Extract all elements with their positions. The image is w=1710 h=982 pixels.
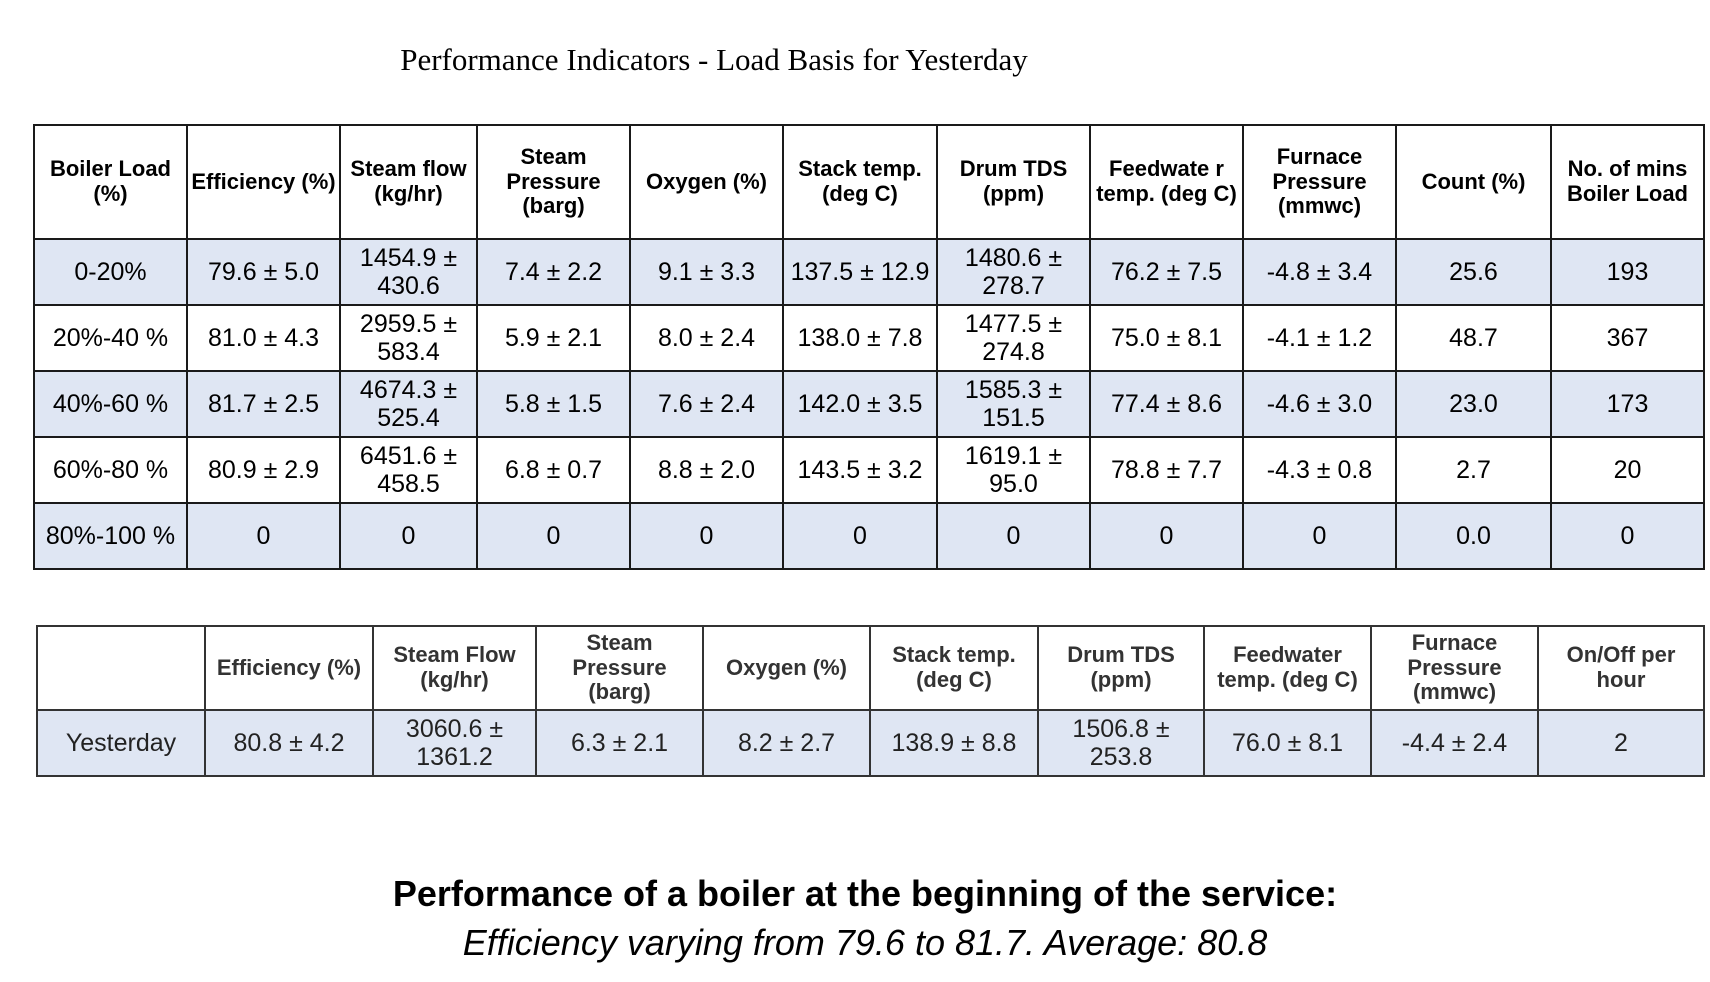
- table-cell: 75.0 ± 8.1: [1090, 305, 1243, 371]
- table-cell: 0: [630, 503, 783, 569]
- table-cell: 5.9 ± 2.1: [477, 305, 630, 371]
- table-cell: 173: [1551, 371, 1704, 437]
- header-cell: Count (%): [1396, 125, 1551, 239]
- table-cell: 137.5 ± 12.9: [783, 239, 937, 305]
- header-row: [37, 626, 1704, 710]
- table-cell: 6.8 ± 0.7: [477, 437, 630, 503]
- table-cell: 0: [187, 503, 340, 569]
- header-cell: Drum TDS (ppm): [937, 125, 1090, 239]
- page-title-text: Performance Indicators - Load Basis for Yesterday: [400, 42, 1028, 77]
- table-cell: 81.0 ± 4.3: [187, 305, 340, 371]
- table-row: [34, 503, 1704, 569]
- table-cell: 8.2 ± 2.7: [703, 710, 870, 776]
- table-cell: 5.8 ± 1.5: [477, 371, 630, 437]
- table-cell: 76.2 ± 7.5: [1090, 239, 1243, 305]
- table-cell: 138.0 ± 7.8: [783, 305, 937, 371]
- header-cell: Oxygen (%): [703, 626, 870, 710]
- header-cell: Drum TDS (ppm): [1038, 626, 1204, 710]
- table-row: [34, 437, 1704, 503]
- table-cell: 0: [477, 503, 630, 569]
- table-cell: 40%-60 %: [34, 371, 187, 437]
- table-cell: 1585.3 ± 151.5: [937, 371, 1090, 437]
- table-cell: 77.4 ± 8.6: [1090, 371, 1243, 437]
- table-cell: 2: [1538, 710, 1704, 776]
- yesterday-summary-table: [36, 625, 1705, 777]
- header-cell: Furnace Pressure (mmwc): [1371, 626, 1538, 710]
- table-cell: 1619.1 ± 95.0: [937, 437, 1090, 503]
- load-basis-table: [33, 124, 1705, 570]
- table-cell: 143.5 ± 3.2: [783, 437, 937, 503]
- table-cell: -4.8 ± 3.4: [1243, 239, 1396, 305]
- header-cell: No. of mins Boiler Load: [1551, 125, 1704, 239]
- table-cell: -4.4 ± 2.4: [1371, 710, 1538, 776]
- table-cell: 0: [783, 503, 937, 569]
- table-cell: 6451.6 ± 458.5: [340, 437, 477, 503]
- table-cell: -4.6 ± 3.0: [1243, 371, 1396, 437]
- table-cell: 25.6: [1396, 239, 1551, 305]
- table-cell: 0.0: [1396, 503, 1551, 569]
- table-cell: 6.3 ± 2.1: [536, 710, 703, 776]
- table-cell: 3060.6 ± 1361.2: [373, 710, 536, 776]
- table-cell: 193: [1551, 239, 1704, 305]
- table-cell: 0: [1243, 503, 1396, 569]
- table-cell: 1506.8 ± 253.8: [1038, 710, 1204, 776]
- table-cell: 4674.3 ± 525.4: [340, 371, 477, 437]
- table-cell: 80.8 ± 4.2: [205, 710, 373, 776]
- table-cell: 60%-80 %: [34, 437, 187, 503]
- header-cell: Stack temp. (deg C): [870, 626, 1038, 710]
- header-cell: Furnace Pressure (mmwc): [1243, 125, 1396, 239]
- table-row: [34, 305, 1704, 371]
- header-cell: Feedwate r temp. (deg C): [1090, 125, 1243, 239]
- table-cell: Yesterday: [37, 710, 205, 776]
- page-title: [0, 42, 1560, 78]
- header-cell: Oxygen (%): [630, 125, 783, 239]
- caption-title: Performance of a boiler at the beginning of the service:: [392, 873, 1338, 914]
- header-cell: Efficiency (%): [187, 125, 340, 239]
- table-cell: 0: [937, 503, 1090, 569]
- table-cell: 20: [1551, 437, 1704, 503]
- table-cell: 7.4 ± 2.2: [477, 239, 630, 305]
- table-cell: 48.7: [1396, 305, 1551, 371]
- table-cell: 80%-100 %: [34, 503, 187, 569]
- table-cell: 8.0 ± 2.4: [630, 305, 783, 371]
- table-cell: 79.6 ± 5.0: [187, 239, 340, 305]
- table-cell: 9.1 ± 3.3: [630, 239, 783, 305]
- table-cell: 1480.6 ± 278.7: [937, 239, 1090, 305]
- table-cell: 78.8 ± 7.7: [1090, 437, 1243, 503]
- header-cell: Steam Pressure (barg): [477, 125, 630, 239]
- caption-text: Efficiency varying from 79.6 to 81.7. Average: 80.8: [462, 922, 1268, 963]
- table-cell: 142.0 ± 3.5: [783, 371, 937, 437]
- table-cell: 0: [1551, 503, 1704, 569]
- table-cell: 1477.5 ± 274.8: [937, 305, 1090, 371]
- table-cell: 20%-40 %: [34, 305, 187, 371]
- table-cell: 76.0 ± 8.1: [1204, 710, 1371, 776]
- table-cell: 2959.5 ± 583.4: [340, 305, 477, 371]
- table-cell: 23.0: [1396, 371, 1551, 437]
- table-cell: 138.9 ± 8.8: [870, 710, 1038, 776]
- header-cell: [37, 626, 205, 710]
- table-row: [37, 710, 1704, 776]
- table-cell: 0: [1090, 503, 1243, 569]
- table-cell: 80.9 ± 2.9: [187, 437, 340, 503]
- table-cell: -4.1 ± 1.2: [1243, 305, 1396, 371]
- table-cell: 7.6 ± 2.4: [630, 371, 783, 437]
- header-cell: Stack temp. (deg C): [783, 125, 937, 239]
- header-cell: Steam Flow (kg/hr): [373, 626, 536, 710]
- header-cell: Efficiency (%): [205, 626, 373, 710]
- header-row: [34, 125, 1704, 239]
- table-row: [34, 371, 1704, 437]
- table-cell: 8.8 ± 2.0: [630, 437, 783, 503]
- header-cell: Steam Pressure (barg): [536, 626, 703, 710]
- table-row: [34, 239, 1704, 305]
- table-cell: 367: [1551, 305, 1704, 371]
- table-cell: -4.3 ± 0.8: [1243, 437, 1396, 503]
- header-cell: Steam flow (kg/hr): [340, 125, 477, 239]
- header-cell: Feedwater temp. (deg C): [1204, 626, 1371, 710]
- table-cell: 0-20%: [34, 239, 187, 305]
- table-cell: 1454.9 ± 430.6: [340, 239, 477, 305]
- table-cell: 0: [340, 503, 477, 569]
- header-cell: On/Off per hour: [1538, 626, 1704, 710]
- header-cell: Boiler Load (%): [34, 125, 187, 239]
- table-cell: 2.7: [1396, 437, 1551, 503]
- table-cell: 81.7 ± 2.5: [187, 371, 340, 437]
